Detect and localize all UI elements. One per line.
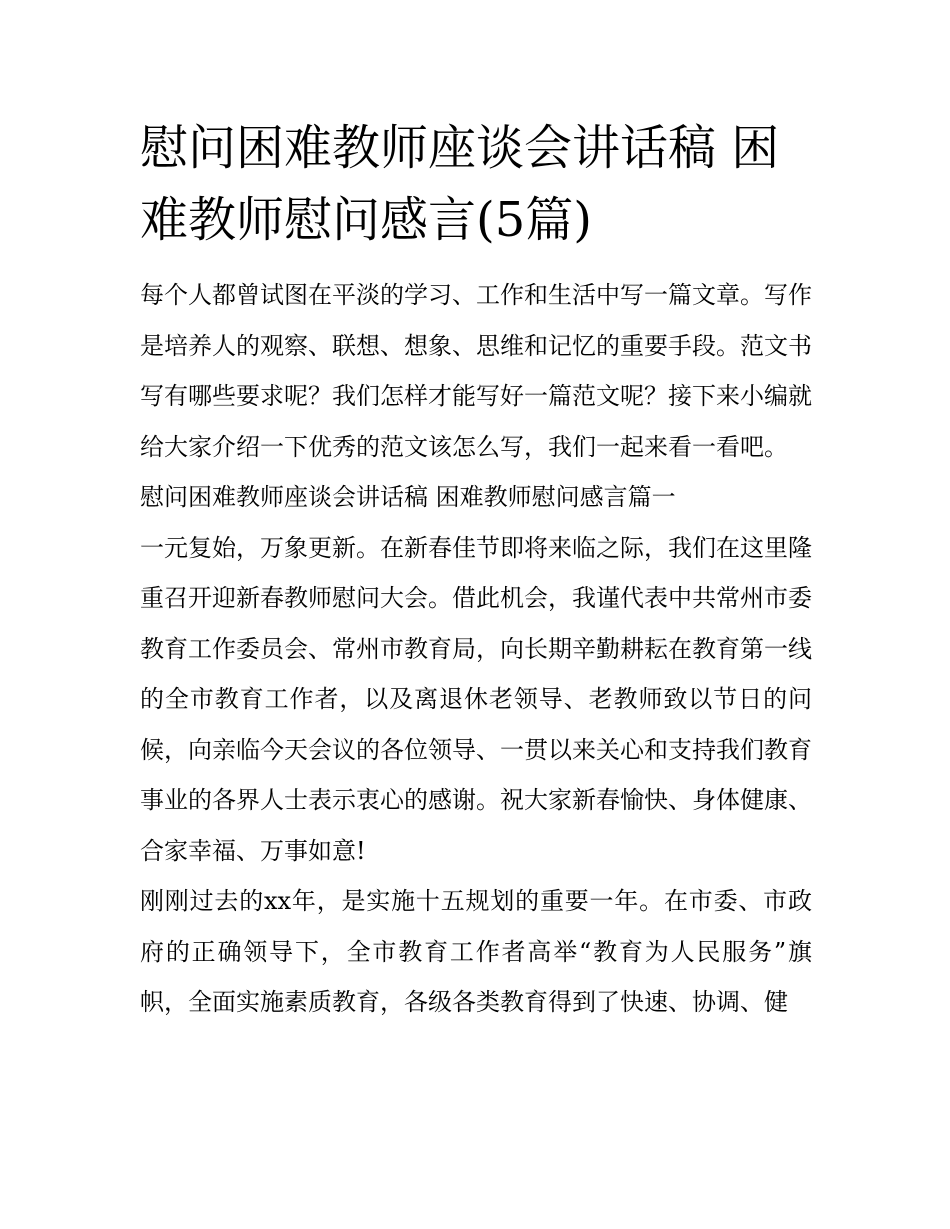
section-heading: 慰问困难教师座谈会讲话稿 困难教师慰问感言篇一 bbox=[140, 483, 676, 511]
intro-paragraph: 每个人都曾试图在平淡的学习、工作和生活中写一篇文章。写作是培养人的观察、联想、想象、思维和记忆的重要手段。范文书写有哪些要求呢？我们怎样才能写好一篇范文呢？接下来小编就给大家介绍一下优秀的范文该怎么写，我们一起来看一看吧。 bbox=[140, 281, 812, 461]
document-title: 慰问困难教师座谈会讲话稿 困难教师慰问感言(5篇) bbox=[140, 120, 780, 248]
body-paragraph-2: 刚刚过去的xx年，是实施十五规划的重要一年。在市委、市政府的正确领导下，全市教育工作者高举“教育为人民服务”旗帜，全面实施素质教育，各级各类教育得到了快速、协调、健 bbox=[140, 887, 812, 1016]
body-paragraph-1: 一元复始，万象更新。在新春佳节即将来临之际，我们在这里隆重召开迎新春教师慰问大会。借此机会，我谨代表中共常州市委教育工作委员会、常州市教育局，向长期辛勤耕耘在教育第一线的全市教育工作者，以及离退休老领导、老教师致以节日的问候，向亲临今天会议的各位领导、一贯以来关心和支持我们教育事业的各界人士表示衷心的感谢。祝大家新春愉快、身体健康、合家幸福、万事如意! bbox=[140, 533, 812, 865]
document-body bbox=[140, 112, 812, 1028]
